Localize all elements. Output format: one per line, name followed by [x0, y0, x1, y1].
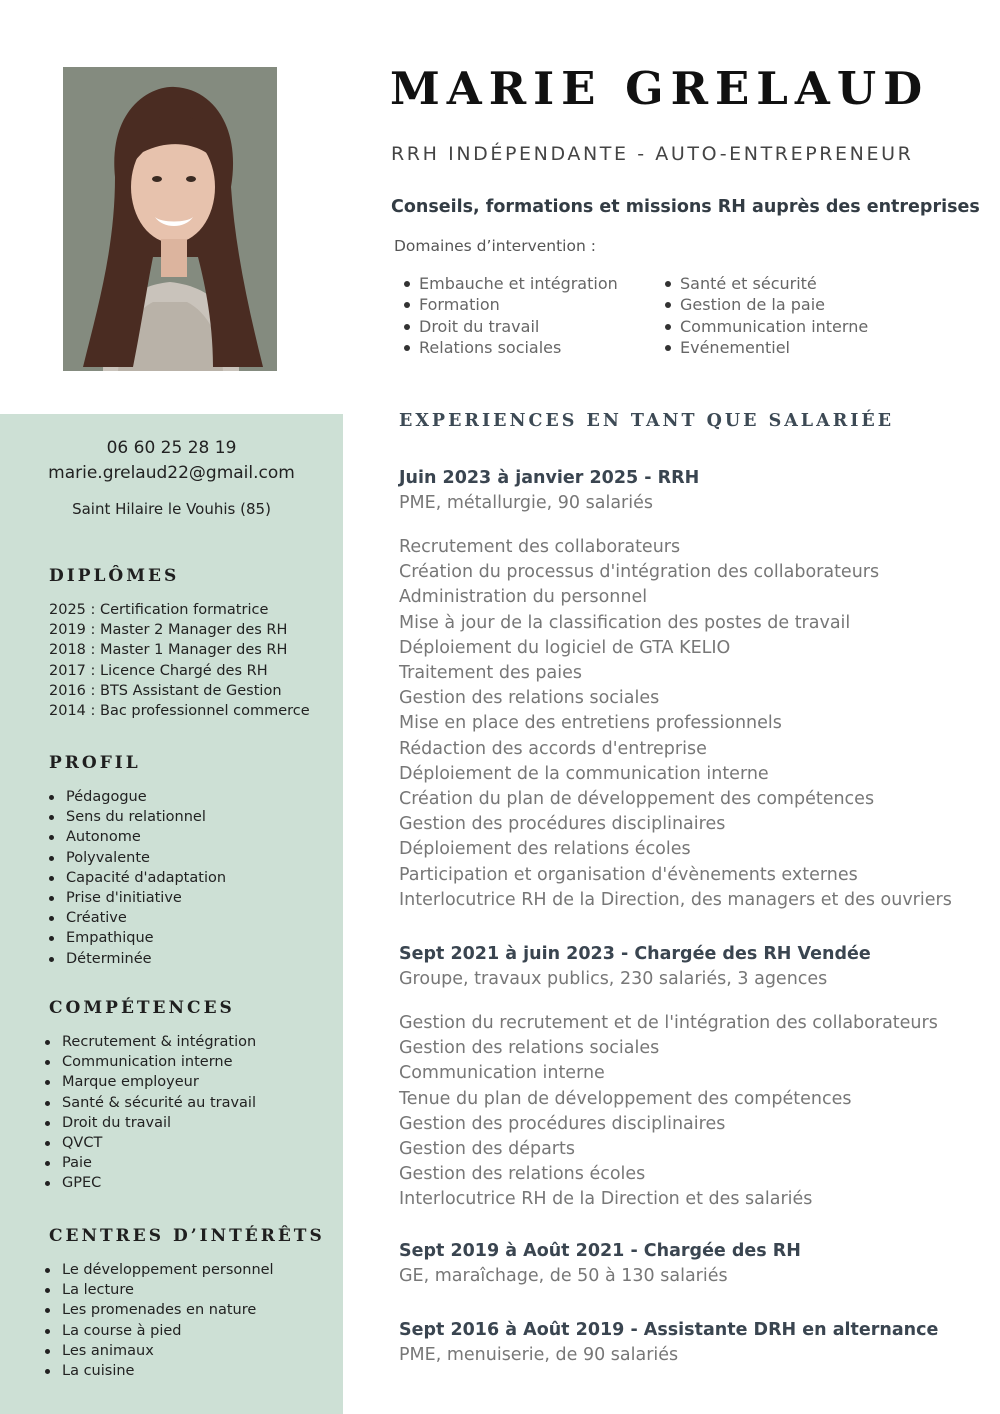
task-item: Gestion des procédures disciplinaires — [399, 814, 726, 835]
competence-item: GPEC — [45, 1173, 339, 1193]
sidebar — [0, 414, 343, 1414]
job-subtitle: RRH INDÉPENDANTE - AUTO-ENTREPRENEUR — [391, 143, 914, 165]
interets-section — [49, 1226, 339, 1381]
job-company: PME, menuiserie, de 90 salariés — [399, 1345, 679, 1365]
profil-item: Capacité d'adaptation — [49, 868, 339, 888]
domains-list-left — [399, 273, 618, 358]
job-tasks — [399, 1011, 989, 1213]
competences-list — [45, 1032, 339, 1194]
competences-title: COMPÉTENCES — [49, 998, 235, 1018]
task-item: Interlocutrice RH de la Direction, des managers et des ouvriers — [399, 889, 952, 910]
domain-item: Santé et sécurité — [660, 273, 868, 294]
profil-item: Pédagogue — [49, 787, 339, 807]
job-heading: Juin 2023 à janvier 2025 - RRH — [399, 468, 700, 488]
diplome-item: 2017 : Licence Chargé des RH — [49, 662, 268, 679]
interet-item: La lecture — [45, 1280, 339, 1300]
competence-item: Communication interne — [45, 1052, 339, 1072]
competences-section — [49, 998, 339, 1194]
domain-item: Gestion de la paie — [660, 294, 868, 315]
domain-item: Formation — [399, 294, 618, 315]
interets-title: CENTRES D’INTÉRÊTS — [49, 1226, 325, 1246]
job-entry — [399, 942, 989, 1213]
interet-item: La cuisine — [45, 1361, 339, 1381]
interet-item: Les animaux — [45, 1341, 339, 1361]
task-item: Création du processus d'intégration des collaborateurs — [399, 562, 880, 583]
task-item: Interlocutrice RH de la Direction et des salariés — [399, 1189, 813, 1210]
task-item: Administration du personnel — [399, 587, 648, 608]
interet-item: Les promenades en nature — [45, 1300, 339, 1320]
task-item: Déploiement du logiciel de GTA KELIO — [399, 637, 731, 658]
diplome-item: 2016 : BTS Assistant de Gestion — [49, 682, 282, 699]
task-item: Tenue du plan de développement des compétences — [399, 1088, 852, 1109]
domains-list-right — [660, 273, 868, 358]
task-item: Gestion des relations sociales — [399, 688, 660, 709]
diplome-item: 2019 : Master 2 Manager des RH — [49, 622, 288, 639]
job-company: PME, métallurgie, 90 salariés — [399, 493, 653, 513]
domain-item: Communication interne — [660, 316, 868, 337]
portrait-illustration — [63, 67, 277, 371]
person-name: MARIE GRELAUD — [390, 62, 930, 115]
task-item: Traitement des paies — [399, 663, 582, 684]
task-item: Gestion des départs — [399, 1139, 575, 1160]
job-entry — [399, 1318, 989, 1368]
interets-list — [45, 1260, 339, 1381]
job-tasks — [399, 535, 989, 913]
job-entry — [399, 1239, 989, 1289]
profil-item: Créative — [49, 908, 339, 928]
competence-item: QVCT — [45, 1133, 339, 1153]
profil-item: Sens du relationnel — [49, 807, 339, 827]
diplome-item: 2025 : Certification formatrice — [49, 602, 269, 618]
interet-item: Le développement personnel — [45, 1260, 339, 1280]
profil-item: Empathique — [49, 928, 339, 948]
phone-number: 06 60 25 28 19 — [106, 438, 237, 458]
tagline: Conseils, formations et missions RH auprès des entreprises — [391, 197, 980, 217]
task-item: Déploiement de la communication interne — [399, 763, 769, 784]
diplomes-list — [49, 600, 339, 721]
profile-photo — [63, 67, 277, 371]
domain-item: Evénementiel — [660, 337, 868, 358]
task-item: Mise à jour de la classification des postes de travail — [399, 612, 851, 633]
profil-item: Polyvalente — [49, 848, 339, 868]
job-heading: Sept 2021 à juin 2023 - Chargée des RH Vendée — [399, 944, 871, 964]
profil-list — [49, 787, 339, 969]
profil-section — [49, 753, 339, 969]
job-entry — [399, 466, 989, 913]
task-item: Recrutement des collaborateurs — [399, 537, 681, 557]
domain-item: Droit du travail — [399, 316, 618, 337]
task-item: Gestion des procédures disciplinaires — [399, 1113, 726, 1134]
job-company: Groupe, travaux publics, 230 salariés, 3 agences — [399, 969, 828, 989]
competence-item: Marque employeur — [45, 1072, 339, 1092]
domains-label: Domaines d’intervention : — [394, 237, 596, 255]
task-item: Mise en place des entretiens professionnels — [399, 713, 782, 734]
task-item: Gestion des relations écoles — [399, 1164, 646, 1185]
profil-item: Autonome — [49, 827, 339, 847]
profil-item: Prise d'initiative — [49, 888, 339, 908]
diplomes-title: DIPLÔMES — [49, 566, 180, 586]
interet-item: La course à pied — [45, 1321, 339, 1341]
job-company: GE, maraîchage, de 50 à 130 salariés — [399, 1266, 728, 1286]
diplome-item: 2014 : Bac professionnel commerce — [49, 703, 310, 720]
domain-item: Relations sociales — [399, 337, 618, 358]
competence-item: Recrutement & intégration — [45, 1032, 339, 1052]
task-item: Communication interne — [399, 1063, 605, 1084]
diplome-item: 2018 : Master 1 Manager des RH — [49, 642, 288, 659]
task-item: Gestion des relations sociales — [399, 1038, 660, 1059]
competence-item: Droit du travail — [45, 1113, 339, 1133]
location: Saint Hilaire le Vouhis (85) — [72, 500, 271, 518]
contact-block — [0, 414, 343, 518]
task-item: Gestion du recrutement et de l'intégration des collaborateurs — [399, 1013, 938, 1033]
competence-item: Santé & sécurité au travail — [45, 1093, 339, 1113]
task-item: Rédaction des accords d'entreprise — [399, 738, 707, 759]
profil-title: PROFIL — [49, 753, 141, 773]
experiences-title: EXPERIENCES EN TANT QUE SALARIÉE — [399, 411, 895, 431]
task-item: Participation et organisation d'évènements externes — [399, 864, 858, 885]
profil-item: Déterminée — [49, 949, 339, 969]
job-heading: Sept 2019 à Août 2021 - Chargée des RH — [399, 1241, 801, 1261]
task-item: Déploiement des relations écoles — [399, 839, 691, 860]
email-address: marie.grelaud22@gmail.com — [48, 463, 295, 483]
task-item: Création du plan de développement des compétences — [399, 789, 875, 810]
job-heading: Sept 2016 à Août 2019 - Assistante DRH en alternance — [399, 1320, 939, 1340]
diplomes-section — [49, 566, 339, 721]
domain-item: Embauche et intégration — [399, 273, 618, 294]
competence-item: Paie — [45, 1153, 339, 1173]
